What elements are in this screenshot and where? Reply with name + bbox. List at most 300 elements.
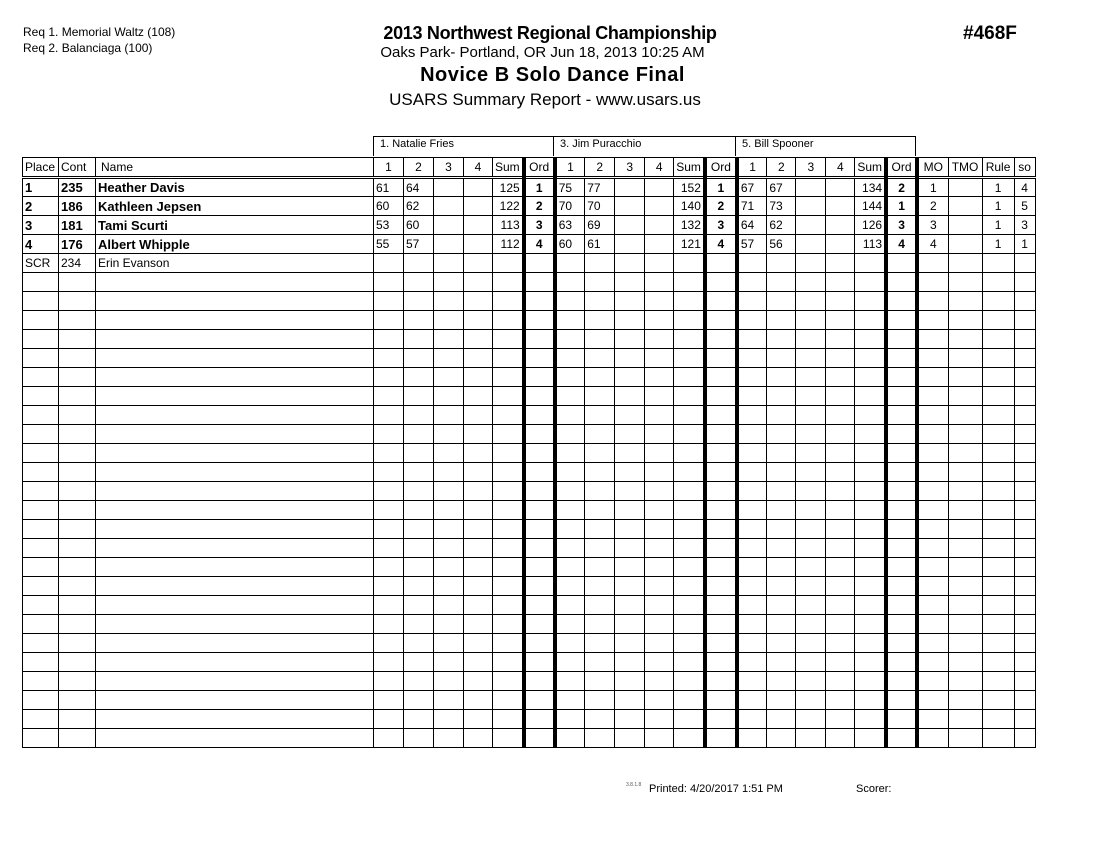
place-cell	[23, 577, 59, 596]
score-1-cell	[737, 520, 767, 539]
tmo-cell	[948, 501, 982, 520]
table-row	[23, 254, 1036, 273]
score-1-cell	[555, 311, 585, 330]
so-cell	[1014, 349, 1035, 368]
ordinal-cell	[524, 672, 555, 691]
score-2-cell	[585, 501, 615, 520]
ordinal-cell	[886, 501, 917, 520]
ordinal-cell	[886, 539, 917, 558]
empty-row	[23, 463, 1036, 482]
ordinal-cell: 3	[524, 216, 555, 235]
mo-cell	[917, 539, 948, 558]
score-1-cell	[374, 444, 404, 463]
score-1-cell	[737, 406, 767, 425]
score-2-cell	[404, 558, 434, 577]
mo-cell	[917, 520, 948, 539]
mo-cell	[917, 444, 948, 463]
so-cell	[1014, 577, 1035, 596]
contestant-number-cell	[59, 653, 96, 672]
score-1-cell	[555, 615, 585, 634]
score-2-cell	[767, 729, 796, 748]
mo-cell: 2	[917, 197, 948, 216]
event-title: Novice B Solo Dance Final	[420, 64, 685, 86]
place-cell	[23, 387, 59, 406]
ordinal-cell	[886, 254, 917, 273]
score-3-cell	[615, 634, 645, 653]
score-2-cell	[585, 254, 615, 273]
sum-cell: 134	[855, 178, 886, 197]
score-1-cell	[737, 558, 767, 577]
score-3-cell	[796, 273, 826, 292]
score-2-cell	[585, 729, 615, 748]
so-cell	[1014, 368, 1035, 387]
score-2-cell	[767, 273, 796, 292]
sum-cell	[674, 596, 705, 615]
score-2-cell	[404, 691, 434, 710]
score-1-cell	[737, 425, 767, 444]
name-cell: Erin Evanson	[96, 254, 374, 273]
score-3-cell	[796, 596, 826, 615]
score-4-cell	[645, 330, 674, 349]
score-4-cell	[464, 463, 493, 482]
score-4-cell	[826, 463, 855, 482]
mo-cell	[917, 292, 948, 311]
score-2-cell	[767, 482, 796, 501]
score-2-cell	[767, 501, 796, 520]
score-4-cell	[645, 482, 674, 501]
score-1-cell	[737, 577, 767, 596]
name-cell	[96, 406, 374, 425]
score-4-cell	[645, 216, 674, 235]
score-1-cell	[737, 653, 767, 672]
rule-cell	[982, 596, 1014, 615]
place-cell	[23, 653, 59, 672]
score-3-cell	[615, 368, 645, 387]
score-1-cell	[374, 501, 404, 520]
tmo-cell	[948, 444, 982, 463]
score-3-cell	[615, 235, 645, 254]
sum-cell	[855, 330, 886, 349]
score-2-cell	[767, 387, 796, 406]
name-cell: Tami Scurti	[96, 216, 374, 235]
name-cell	[96, 710, 374, 729]
score-2-cell: 62	[767, 216, 796, 235]
col-place: Place	[23, 158, 59, 178]
score-1-cell	[374, 691, 404, 710]
score-4-cell	[645, 634, 674, 653]
requirement-label: Req 1.	[23, 25, 59, 39]
score-2-cell: 64	[404, 178, 434, 197]
score-4-cell	[826, 634, 855, 653]
rule-cell	[982, 311, 1014, 330]
score-1-cell	[555, 349, 585, 368]
score-4-cell	[826, 425, 855, 444]
sum-cell	[674, 691, 705, 710]
sum-cell	[674, 330, 705, 349]
sum-cell	[493, 539, 524, 558]
score-2-cell	[404, 539, 434, 558]
ordinal-cell	[524, 729, 555, 748]
ordinal-cell	[705, 520, 737, 539]
score-2-cell	[585, 406, 615, 425]
score-3-cell	[615, 444, 645, 463]
name-cell	[96, 311, 374, 330]
so-cell	[1014, 311, 1035, 330]
place-cell: 4	[23, 235, 59, 254]
rule-cell: 1	[982, 235, 1014, 254]
score-1-cell	[737, 634, 767, 653]
score-1-cell	[737, 596, 767, 615]
score-4-cell	[826, 292, 855, 311]
so-cell	[1014, 710, 1035, 729]
score-1-cell: 67	[737, 178, 767, 197]
tmo-cell	[948, 425, 982, 444]
score-4-cell	[645, 691, 674, 710]
sum-cell	[855, 273, 886, 292]
score-3-cell	[615, 539, 645, 558]
so-cell	[1014, 596, 1035, 615]
contestant-number-cell	[59, 463, 96, 482]
score-1-cell	[555, 444, 585, 463]
score-3-cell	[796, 178, 826, 197]
score-2-cell	[404, 406, 434, 425]
sum-cell	[493, 634, 524, 653]
empty-row	[23, 653, 1036, 672]
empty-row	[23, 596, 1036, 615]
score-4-cell	[826, 197, 855, 216]
so-cell	[1014, 387, 1035, 406]
score-4-cell	[645, 311, 674, 330]
score-3-cell	[434, 596, 464, 615]
score-4-cell	[826, 368, 855, 387]
rule-cell: 1	[982, 216, 1014, 235]
tmo-cell	[948, 691, 982, 710]
sum-cell	[674, 368, 705, 387]
name-cell	[96, 558, 374, 577]
sum-cell	[855, 653, 886, 672]
score-4-cell	[826, 520, 855, 539]
score-2-cell: 62	[404, 197, 434, 216]
ordinal-cell	[524, 653, 555, 672]
score-4-cell	[464, 653, 493, 672]
contestant-number-cell: 176	[59, 235, 96, 254]
score-2-cell	[767, 330, 796, 349]
rule-cell	[982, 501, 1014, 520]
score-2-cell	[767, 539, 796, 558]
score-4-cell	[826, 691, 855, 710]
sum-cell	[493, 463, 524, 482]
score-2-cell	[585, 615, 615, 634]
name-cell	[96, 615, 374, 634]
score-1-cell	[555, 653, 585, 672]
sum-cell	[674, 577, 705, 596]
sum-cell: 112	[493, 235, 524, 254]
contestant-number-cell	[59, 406, 96, 425]
score-1-cell	[555, 254, 585, 273]
ordinal-cell	[705, 387, 737, 406]
score-4-cell	[645, 387, 674, 406]
score-4-cell	[464, 254, 493, 273]
place-cell	[23, 729, 59, 748]
results-body	[23, 178, 1036, 748]
sum-cell	[674, 710, 705, 729]
place-cell: 1	[23, 178, 59, 197]
ordinal-cell	[705, 539, 737, 558]
sum-cell	[493, 596, 524, 615]
score-3-cell	[796, 197, 826, 216]
sum-cell	[855, 292, 886, 311]
sum-cell	[855, 368, 886, 387]
mo-cell: 4	[917, 235, 948, 254]
sum-cell	[674, 653, 705, 672]
mo-cell	[917, 387, 948, 406]
scorer-label: Scorer:	[856, 783, 892, 795]
tmo-cell	[948, 349, 982, 368]
score-1-cell: 75	[555, 178, 585, 197]
sum-cell	[493, 482, 524, 501]
score-1-cell	[555, 634, 585, 653]
ordinal-cell	[886, 482, 917, 501]
score-1-cell	[555, 710, 585, 729]
score-4-cell	[464, 292, 493, 311]
sum-cell	[493, 653, 524, 672]
ordinal-cell	[524, 349, 555, 368]
score-1-cell	[737, 330, 767, 349]
score-1-cell	[374, 349, 404, 368]
score-4-cell	[464, 520, 493, 539]
col-j3-4: 4	[826, 158, 855, 178]
sum-cell	[855, 539, 886, 558]
score-4-cell	[464, 558, 493, 577]
score-1-cell	[555, 558, 585, 577]
score-1-cell	[737, 539, 767, 558]
score-3-cell	[796, 292, 826, 311]
ordinal-cell	[886, 444, 917, 463]
name-cell	[96, 672, 374, 691]
score-3-cell	[615, 425, 645, 444]
sum-cell	[493, 349, 524, 368]
contestant-number-cell	[59, 349, 96, 368]
col-j3-2: 2	[767, 158, 796, 178]
ordinal-cell	[524, 292, 555, 311]
col-mo: MO	[917, 158, 948, 178]
so-cell: 5	[1014, 197, 1035, 216]
col-j3-ord: Ord	[886, 158, 917, 178]
score-4-cell	[826, 501, 855, 520]
ordinal-cell	[886, 672, 917, 691]
rule-cell	[982, 463, 1014, 482]
score-3-cell	[434, 615, 464, 634]
contestant-number-cell	[59, 729, 96, 748]
score-3-cell	[615, 178, 645, 197]
score-1-cell	[555, 463, 585, 482]
score-1-cell: 70	[555, 197, 585, 216]
score-1-cell	[555, 596, 585, 615]
requirement-value: Memorial Waltz (108)	[61, 25, 176, 39]
place-cell	[23, 710, 59, 729]
name-cell	[96, 292, 374, 311]
judge-header-2: 3. Jim Puracchio	[553, 136, 736, 156]
score-3-cell	[796, 254, 826, 273]
tmo-cell	[948, 216, 982, 235]
score-3-cell	[796, 311, 826, 330]
score-3-cell	[796, 406, 826, 425]
tmo-cell	[948, 311, 982, 330]
sum-cell: 113	[493, 216, 524, 235]
rule-cell	[982, 634, 1014, 653]
sum-cell	[493, 311, 524, 330]
tmo-cell	[948, 653, 982, 672]
rule-cell	[982, 349, 1014, 368]
ordinal-cell: 3	[705, 216, 737, 235]
rule-cell	[982, 539, 1014, 558]
score-4-cell	[464, 216, 493, 235]
score-3-cell	[615, 710, 645, 729]
ordinal-cell	[524, 273, 555, 292]
score-2-cell	[585, 653, 615, 672]
score-4-cell	[645, 444, 674, 463]
so-cell: 1	[1014, 235, 1035, 254]
score-4-cell	[826, 539, 855, 558]
place-cell	[23, 444, 59, 463]
score-2-cell	[404, 501, 434, 520]
score-3-cell	[796, 444, 826, 463]
score-2-cell	[585, 387, 615, 406]
ordinal-cell: 1	[524, 178, 555, 197]
place-cell: 3	[23, 216, 59, 235]
empty-row	[23, 406, 1036, 425]
score-2-cell: 61	[585, 235, 615, 254]
place-cell	[23, 615, 59, 634]
score-1-cell: 57	[737, 235, 767, 254]
so-cell: 3	[1014, 216, 1035, 235]
score-3-cell	[615, 216, 645, 235]
sum-cell	[855, 558, 886, 577]
mo-cell	[917, 463, 948, 482]
score-4-cell	[464, 387, 493, 406]
score-4-cell	[826, 482, 855, 501]
score-3-cell	[434, 273, 464, 292]
judge-header-1: 1. Natalie Fries	[373, 136, 554, 156]
place-cell	[23, 425, 59, 444]
score-2-cell	[767, 653, 796, 672]
score-2-cell	[767, 558, 796, 577]
ordinal-cell	[524, 577, 555, 596]
rule-cell	[982, 292, 1014, 311]
col-cont: Cont	[59, 158, 96, 178]
score-3-cell	[615, 615, 645, 634]
score-2-cell	[585, 463, 615, 482]
score-3-cell	[615, 729, 645, 748]
tmo-cell	[948, 463, 982, 482]
sum-cell: 152	[674, 178, 705, 197]
col-j1-4: 4	[464, 158, 493, 178]
empty-row	[23, 349, 1036, 368]
score-4-cell	[464, 615, 493, 634]
mo-cell	[917, 596, 948, 615]
rule-cell: 1	[982, 178, 1014, 197]
score-1-cell	[737, 691, 767, 710]
score-4-cell	[464, 577, 493, 596]
ordinal-cell	[886, 634, 917, 653]
place-cell	[23, 558, 59, 577]
sum-cell	[855, 520, 886, 539]
name-cell: Heather Davis	[96, 178, 374, 197]
score-2-cell: 56	[767, 235, 796, 254]
empty-row	[23, 368, 1036, 387]
score-1-cell	[374, 710, 404, 729]
name-cell	[96, 691, 374, 710]
ordinal-cell	[886, 406, 917, 425]
score-2-cell	[767, 691, 796, 710]
ordinal-cell	[705, 406, 737, 425]
score-3-cell	[434, 482, 464, 501]
ordinal-cell	[705, 634, 737, 653]
ordinal-cell	[886, 330, 917, 349]
ordinal-cell	[705, 615, 737, 634]
score-2-cell	[585, 691, 615, 710]
rule-cell	[982, 615, 1014, 634]
contestant-number-cell	[59, 501, 96, 520]
requirement-value: Balanciaga (100)	[61, 41, 153, 55]
mo-cell: 1	[917, 178, 948, 197]
score-4-cell	[645, 463, 674, 482]
tmo-cell	[948, 178, 982, 197]
tmo-cell	[948, 387, 982, 406]
sum-cell	[493, 406, 524, 425]
so-cell	[1014, 273, 1035, 292]
score-1-cell	[555, 729, 585, 748]
score-3-cell	[796, 216, 826, 235]
score-4-cell	[645, 596, 674, 615]
mo-cell	[917, 406, 948, 425]
ordinal-cell: 2	[886, 178, 917, 197]
sum-cell	[493, 273, 524, 292]
score-3-cell	[434, 425, 464, 444]
tmo-cell	[948, 729, 982, 748]
score-2-cell	[404, 520, 434, 539]
score-4-cell	[464, 672, 493, 691]
ordinal-cell	[886, 273, 917, 292]
sum-cell	[855, 463, 886, 482]
ordinal-cell	[524, 425, 555, 444]
score-4-cell	[645, 178, 674, 197]
mo-cell	[917, 311, 948, 330]
score-4-cell	[826, 311, 855, 330]
score-1-cell	[737, 672, 767, 691]
sum-cell	[674, 406, 705, 425]
empty-row	[23, 292, 1036, 311]
score-3-cell	[434, 235, 464, 254]
score-4-cell	[826, 406, 855, 425]
score-4-cell	[826, 178, 855, 197]
ordinal-cell: 2	[524, 197, 555, 216]
score-1-cell	[374, 368, 404, 387]
score-1-cell	[737, 501, 767, 520]
tmo-cell	[948, 596, 982, 615]
score-3-cell	[796, 634, 826, 653]
name-cell	[96, 501, 374, 520]
sum-cell: 144	[855, 197, 886, 216]
sum-cell	[493, 710, 524, 729]
tmo-cell	[948, 292, 982, 311]
score-3-cell	[615, 596, 645, 615]
score-4-cell	[645, 254, 674, 273]
score-3-cell	[615, 577, 645, 596]
score-2-cell	[767, 254, 796, 273]
rule-cell	[982, 710, 1014, 729]
mo-cell	[917, 634, 948, 653]
